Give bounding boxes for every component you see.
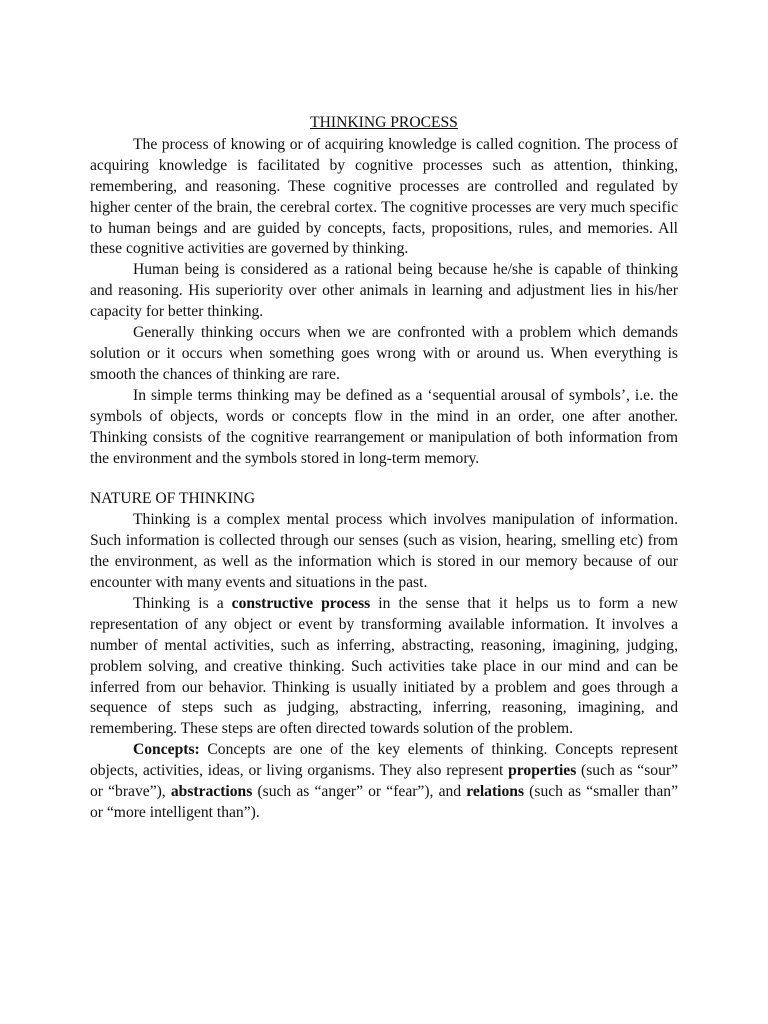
document-title: THINKING PROCESS	[310, 114, 458, 131]
nature-paragraph-2	[90, 594, 678, 740]
concepts-paragraph	[90, 740, 678, 824]
intro-paragraph-2: Human being is considered as a rational being because he/she is capable of thinking and reasoning. His superiority over other animals in learning and adjustment lies in his/her capacity for better thinking.	[90, 261, 678, 321]
text-span: (such as “smaller than” or “more intelligent than”).	[90, 783, 678, 821]
section-heading: NATURE OF THINKING	[90, 490, 256, 508]
intro-paragraph-1: The process of knowing or of acquiring knowledge is called cognition. The process of acquiring knowledge is facilitated by cognitive processes such as attention, thinking, remembering, and reasoning. These cognitive processes are controlled and regulated by higher center of the brain, the cerebral cortex. The cognitive processes are very much specific to human beings and are guided by concepts, facts, propositions, rules, and memories. All these cognitive activities are governed by thinking.	[90, 135, 678, 258]
bold-term-abstractions: abstractions	[170, 783, 253, 801]
bold-term-properties: properties	[508, 762, 577, 780]
bold-term-constructive-process: constructive process	[231, 594, 371, 612]
nature-paragraph-1: Thinking is a complex mental process which involves manipulation of information. Such information is collected through our senses (such as vision, hearing, smelling etc) from the environment, as well as the information which is stored in our memory because of our encounter with many events and situations in the past.	[90, 511, 678, 592]
bold-term-concepts: Concepts:	[133, 741, 200, 759]
text-span: (such as “sour” or “brave”),	[90, 762, 678, 801]
document-page	[90, 113, 678, 824]
text-span: in the sense that it helps us to form a new representation of any object or event by transforming available information. It involves a number of mental activities, such as inferring, abstracting, reasoning, imagining, judging, problem solving, and creative thinking. Such activities take place in our mind and can be inferred from our behavior. Thinking is usually initiated by a problem and goes through a sequence of steps such as judging, abstracting, inferring, reasoning, imagining, and remembering. These steps are often directed towards solution of the problem.	[90, 594, 678, 738]
text-span: (such as “anger” or “fear”), and	[252, 783, 467, 801]
text-span: Thinking is a	[133, 594, 232, 612]
intro-paragraph-4: In simple terms thinking may be defined as a ‘sequential arousal of symbols’, i.e. the symbols of objects, words or concepts flow in the mind in an order, one after another. Thinking consists of the cognitive rearrangement or manipulation of both information from the environment and the symbols stored in long-term memory.	[90, 386, 678, 467]
text-span: Concepts are one of the key elements of thinking. Concepts represent objects, activities, ideas, or living organisms. They also represent	[90, 741, 678, 780]
intro-paragraph-3: Generally thinking occurs when we are confronted with a problem which demands solution or it occurs when something goes wrong with or around us. When everything is smooth the chances of thinking are rare.	[90, 324, 678, 383]
bold-term-relations: relations	[466, 783, 525, 801]
